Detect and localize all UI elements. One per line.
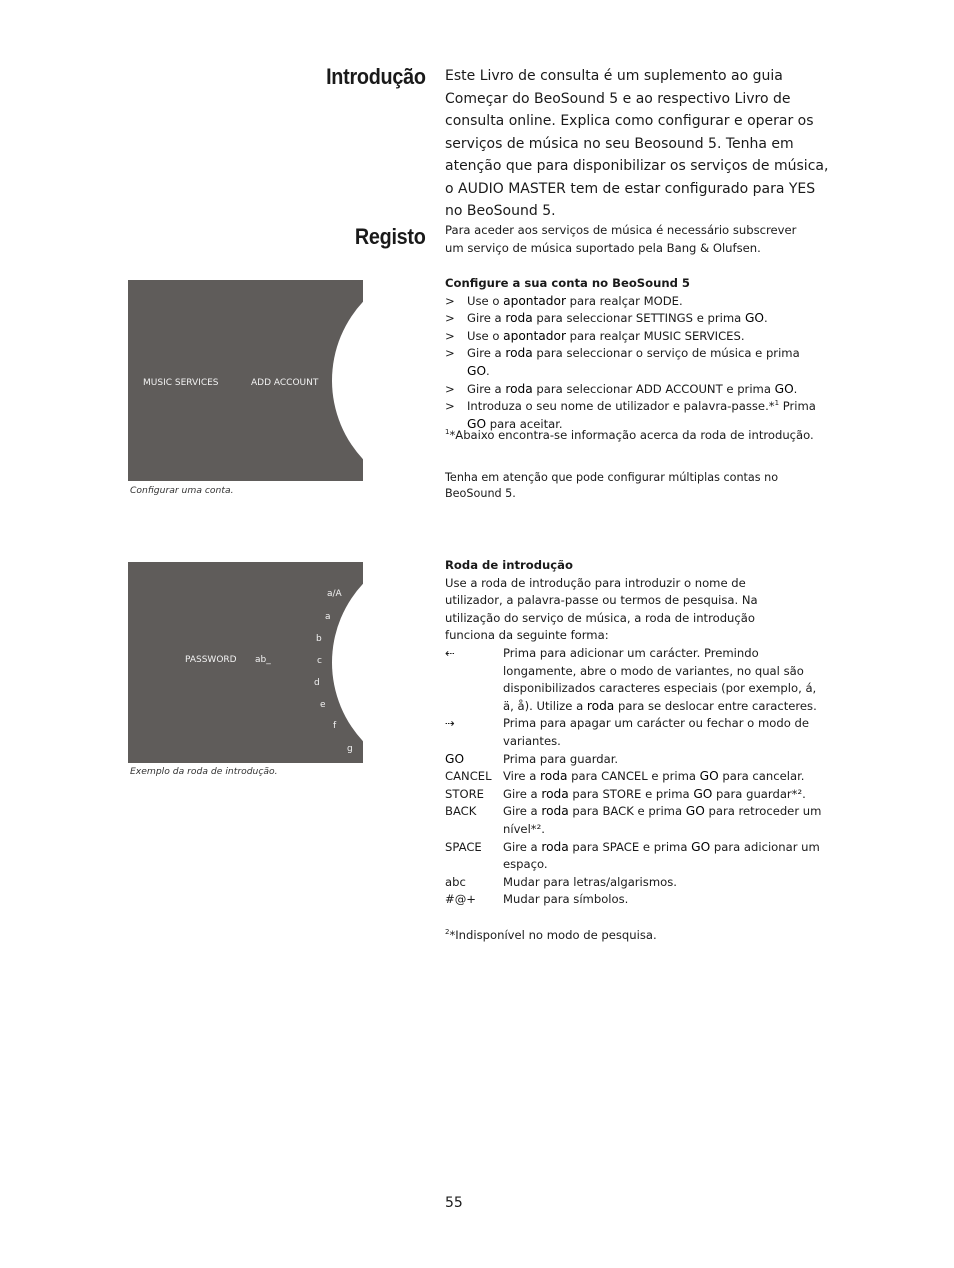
screen-input-wheel: [128, 562, 363, 763]
key-description: [503, 715, 825, 750]
roda-footnote: [445, 927, 825, 945]
page-number: 55: [445, 1195, 463, 1211]
key-text: para SPACE e prima: [568, 839, 692, 854]
key-label: SPACE: [445, 839, 482, 854]
key-label: ⇠: [445, 646, 455, 660]
key-text: Prima para adicionar um carácter. Premindo longamente, abre o modo de variantes, no qual são disponibilizados caracteres especiais (por exemplo, á, ä, å). Utilize a: [503, 646, 817, 713]
key-label: STORE: [445, 786, 484, 801]
step-keyword: apontador: [503, 293, 566, 308]
key-text: Prima para guardar.: [503, 751, 619, 766]
key-text: Vire a: [503, 769, 541, 784]
wheel-cutout: [332, 280, 363, 481]
key-text: Mudar para símbolos.: [503, 892, 629, 907]
roda-section: [445, 557, 825, 645]
step-text: Gire a: [467, 381, 506, 396]
roda-title: Roda de introdução: [445, 558, 573, 572]
key-text: Gire a: [503, 804, 542, 819]
roda-keys: [445, 645, 825, 909]
step-keyword: GO: [774, 381, 794, 396]
screen-add-account-label: ADD ACCOUNT: [251, 378, 319, 388]
heading-introducao: Introdução: [326, 64, 426, 89]
key-row: [445, 891, 825, 909]
key-row: [445, 768, 825, 786]
footnote-sup-2: 2: [445, 928, 450, 936]
key-text: para cancelar.: [718, 769, 805, 784]
roda-text: Use a roda de introdução para introduzir o nome de utilizador, a palavra-passe ou termos de pesquisa. Na utilização do serviço de música, a roda de introdução funciona da seguinte forma:: [445, 575, 758, 643]
key-description: [503, 751, 825, 769]
step-keyword: roda: [505, 381, 533, 396]
step-text: .: [793, 381, 798, 396]
key-text: Mudar para letras/algarismos.: [503, 874, 677, 889]
step-text: .: [486, 363, 490, 378]
key-keyword: GO: [699, 769, 719, 784]
key-text: para CANCEL e prima: [567, 769, 700, 784]
step-text: para seleccionar o serviço de música e prima: [532, 346, 800, 361]
step-keyword: roda: [505, 311, 533, 326]
wheel-letter: e: [320, 700, 326, 710]
key-label: CANCEL: [445, 769, 492, 784]
step-footnote-ref: 1: [774, 399, 780, 408]
config-step: [445, 310, 825, 328]
step-marker: >: [445, 346, 455, 361]
step-keyword: GO: [744, 311, 764, 326]
registo-intro: Para aceder aos serviços de música é necessário subscrever um serviço de música suportado pela Bang & Olufsen.: [445, 223, 797, 255]
key-description: [503, 839, 825, 874]
screen-music-services: MUSIC SERVICES: [143, 378, 219, 388]
key-keyword: roda: [541, 839, 569, 854]
footnote-text-1: *Abaixo encontra-se informação acerca da roda de introdução.: [449, 428, 814, 442]
footnote-text-2: *Indisponível no modo de pesquisa.: [449, 928, 657, 942]
key-keyword: roda: [540, 769, 568, 784]
step-marker: >: [445, 399, 455, 414]
key-label: BACK: [445, 804, 477, 819]
step-text: Prima: [779, 399, 816, 414]
step-text: Use o: [467, 293, 504, 308]
heading-registo: Registo: [355, 224, 426, 249]
key-row: [445, 645, 825, 715]
key-keyword: roda: [586, 698, 615, 713]
config-section: [445, 275, 825, 433]
step-text: Use o: [467, 328, 504, 343]
key-text: para guardar*².: [712, 786, 806, 801]
intro-paragraph: Este Livro de consulta é um suplemento ao guia Começar do BeoSound 5 e ao respectivo Livro de consulta online. Explica como configurar e operar os serviços de música no seu Beosound 5. Tenha em atenção que para disponibilizar os serviços de música, o AUDIO MASTER tem de estar configurado para YES no BeoSound 5.: [445, 68, 829, 219]
footnote-sup-1: 1: [445, 428, 450, 436]
config-step: [445, 345, 825, 380]
step-text: para aceitar.: [486, 416, 563, 431]
step-keyword: GO: [467, 363, 487, 378]
config-title: Configure a sua conta no BeoSound 5: [445, 276, 691, 290]
key-description: [503, 768, 825, 786]
step-marker: >: [445, 328, 455, 343]
screen-password-label: PASSWORD: [185, 655, 237, 665]
key-text: para se deslocar entre caracteres.: [614, 698, 817, 713]
wheel-letter: f: [333, 721, 337, 731]
key-row: [445, 751, 825, 769]
step-keyword: apontador: [503, 328, 566, 343]
key-description: [503, 874, 825, 892]
step-text: para realçar MODE.: [565, 293, 683, 308]
step-text: para seleccionar SETTINGS e prima: [532, 311, 745, 326]
key-description: [503, 786, 825, 804]
step-keyword: GO: [467, 416, 487, 431]
key-row: [445, 874, 825, 892]
step-text: para realçar MUSIC SERVICES.: [565, 328, 745, 343]
key-text: Prima para apagar um carácter ou fechar o modo de variantes.: [503, 716, 809, 748]
step-text: Gire a: [467, 346, 506, 361]
wheel-letter: a: [325, 612, 331, 622]
wheel-letter: a/A: [327, 589, 342, 599]
config-step: [445, 328, 825, 346]
wheel-letter: b: [316, 634, 322, 644]
key-label: #@+: [445, 892, 477, 907]
key-keyword: roda: [541, 804, 569, 819]
key-keyword: GO: [691, 839, 711, 854]
registo-footnote: [445, 427, 825, 445]
key-text: Gire a: [503, 786, 542, 801]
step-text: .: [764, 311, 768, 326]
key-description: [503, 803, 825, 838]
step-keyword: roda: [505, 346, 533, 361]
step-text: Gire a: [467, 311, 506, 326]
wheel-letter: c: [317, 656, 322, 666]
caption-screen-1: Configurar uma conta.: [130, 485, 234, 496]
key-row: [445, 786, 825, 804]
key-text: Gire a: [503, 839, 542, 854]
key-label: ⇢: [445, 716, 455, 731]
step-marker: >: [445, 293, 455, 308]
config-step: [445, 293, 825, 311]
registo-note: Tenha em atenção que pode configurar múltiplas contas no BeoSound 5.: [445, 471, 779, 500]
config-step: [445, 381, 825, 399]
step-marker: >: [445, 311, 455, 326]
config-steps: [445, 293, 825, 434]
screen-password-value: ab_: [255, 655, 271, 665]
key-text: para adicionar um espaço.: [503, 839, 820, 872]
key-keyword: GO: [685, 804, 705, 819]
key-text: para STORE e prima: [568, 786, 694, 801]
step-marker: >: [445, 381, 455, 396]
screen-add-account: [128, 280, 363, 481]
key-description: [503, 645, 825, 715]
key-description: [503, 891, 825, 909]
key-row: [445, 803, 825, 838]
key-row: [445, 839, 825, 874]
caption-screen-2: Exemplo da roda de introdução.: [130, 766, 278, 777]
step-text: para seleccionar ADD ACCOUNT e prima: [532, 381, 775, 396]
step-text: Introduza o seu nome de utilizador e palavra-passe.*: [467, 399, 775, 414]
wheel-letter: g: [347, 744, 353, 754]
key-row: [445, 715, 825, 750]
key-label: abc: [445, 874, 466, 889]
key-keyword: GO: [693, 786, 713, 801]
key-text: para retroceder um nível*².: [503, 804, 822, 836]
wheel-letter: d: [314, 678, 320, 688]
key-text: para BACK e prima: [568, 804, 686, 819]
key-label: GO: [445, 751, 465, 766]
key-keyword: roda: [541, 786, 569, 801]
